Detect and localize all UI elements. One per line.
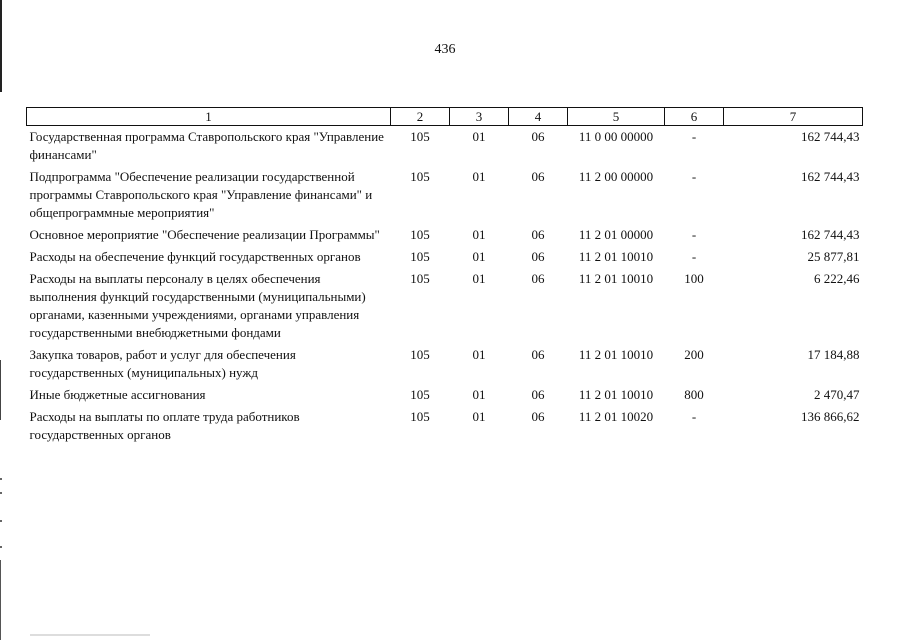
scan-bottom-mark <box>30 634 150 636</box>
expense-type-code: - <box>691 227 697 242</box>
section-code: 01 <box>472 271 486 286</box>
table-row <box>27 246 863 268</box>
scan-dot <box>0 492 2 494</box>
ved-code: 105 <box>410 347 430 362</box>
target-article-code: 11 0 00 00000 <box>578 129 654 144</box>
subsection-code: 06 <box>531 249 545 264</box>
ved-code: 105 <box>410 129 430 144</box>
section-code: 01 <box>472 347 486 362</box>
column-header: 4 <box>509 108 568 126</box>
expense-type-code: - <box>691 129 697 144</box>
expense-type-code: - <box>691 409 697 424</box>
table-row <box>27 224 863 246</box>
target-article-code: 11 2 00 00000 <box>578 169 654 184</box>
column-header: 2 <box>391 108 450 126</box>
subsection-code: 06 <box>531 169 545 184</box>
expense-type-code: 200 <box>684 347 704 362</box>
table-row <box>27 406 863 446</box>
amount: 2 470,47 <box>814 387 860 402</box>
scan-dot <box>0 478 2 480</box>
amount: 136 866,62 <box>801 409 860 424</box>
subsection-code: 06 <box>531 227 545 242</box>
subsection-code: 06 <box>531 409 545 424</box>
expense-type-code: - <box>691 249 697 264</box>
amount: 25 877,81 <box>807 249 860 264</box>
expense-type-code: 800 <box>684 387 704 402</box>
ved-code: 105 <box>410 249 430 264</box>
table-row <box>27 126 863 167</box>
table-row <box>27 344 863 384</box>
section-code: 01 <box>472 129 486 144</box>
header-row <box>27 108 863 126</box>
section-code: 01 <box>472 227 486 242</box>
expense-type-code: - <box>691 169 697 184</box>
table-row <box>27 384 863 406</box>
scan-dot <box>0 520 2 522</box>
scan-edge-mark <box>0 560 1 640</box>
section-code: 01 <box>472 387 486 402</box>
amount: 162 744,43 <box>801 227 860 242</box>
column-header: 3 <box>450 108 509 126</box>
expense-name: Расходы на выплаты персоналу в целях обеспечения выполнения функций государственными (муниципальными) органами, казенными учреждениями, органами управления государственными внебюджетными фондами <box>29 271 366 340</box>
section-code: 01 <box>472 249 486 264</box>
expense-name: Расходы на выплаты по оплате труда работников государственных органов <box>29 409 300 442</box>
table-row <box>27 268 863 344</box>
table-body <box>27 126 863 447</box>
amount: 162 744,43 <box>801 169 860 184</box>
target-article-code: 11 2 01 10010 <box>578 347 654 362</box>
column-header: 1 <box>27 108 391 126</box>
section-code: 01 <box>472 169 486 184</box>
expense-name: Государственная программа Ставропольского края "Управление финансами" <box>29 129 384 162</box>
target-article-code: 11 2 01 10020 <box>578 409 654 424</box>
expense-name: Основное мероприятие "Обеспечение реализации Программы" <box>29 227 380 242</box>
amount: 6 222,46 <box>814 271 860 286</box>
page-number: 436 <box>434 42 456 57</box>
ved-code: 105 <box>410 387 430 402</box>
amount: 162 744,43 <box>801 129 860 144</box>
subsection-code: 06 <box>531 129 545 144</box>
expense-name: Иные бюджетные ассигнования <box>29 387 206 402</box>
expense-name: Подпрограмма "Обеспечение реализации государственной программы Ставропольского края "Управление финансами" и общепрограммные мероприятия" <box>29 169 373 220</box>
expense-name: Расходы на обеспечение функций государственных органов <box>29 249 361 264</box>
expense-type-code: 100 <box>684 271 704 286</box>
column-header: 5 <box>568 108 665 126</box>
target-article-code: 11 2 01 10010 <box>578 249 654 264</box>
section-code: 01 <box>472 409 486 424</box>
ved-code: 105 <box>410 169 430 184</box>
subsection-code: 06 <box>531 387 545 402</box>
column-header: 7 <box>724 108 863 126</box>
subsection-code: 06 <box>531 347 545 362</box>
subsection-code: 06 <box>531 271 545 286</box>
target-article-code: 11 2 01 00000 <box>578 227 654 242</box>
ved-code: 105 <box>410 227 430 242</box>
scan-edge-mark <box>0 360 1 420</box>
ved-code: 105 <box>410 271 430 286</box>
budget-table <box>26 107 863 446</box>
expense-name: Закупка товаров, работ и услуг для обеспечения государственных (муниципальных) нужд <box>29 347 296 380</box>
ved-code: 105 <box>410 409 430 424</box>
target-article-code: 11 2 01 10010 <box>578 271 654 286</box>
scan-dot <box>0 546 2 548</box>
table-row <box>27 166 863 224</box>
target-article-code: 11 2 01 10010 <box>578 387 654 402</box>
amount: 17 184,88 <box>807 347 860 362</box>
column-header: 6 <box>665 108 724 126</box>
table-header <box>27 108 863 126</box>
